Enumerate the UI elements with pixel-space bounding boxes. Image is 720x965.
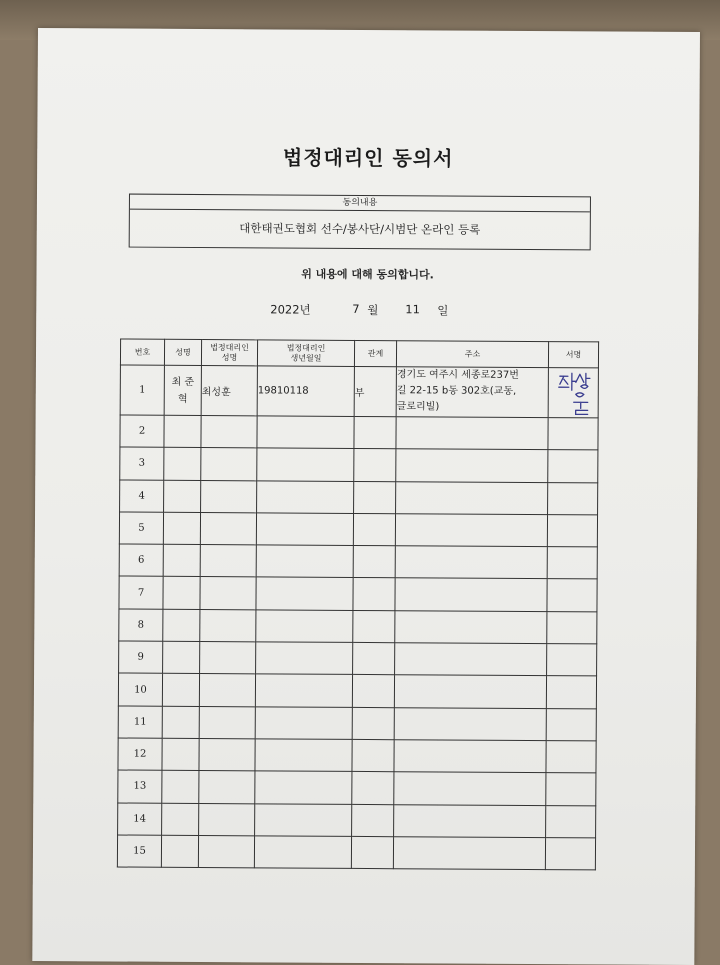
- empty-cell: [548, 450, 598, 483]
- agree-statement: 위 내용에 대해 동의합니다.: [301, 267, 434, 282]
- empty-cell: [254, 836, 351, 869]
- table-row: [118, 706, 596, 741]
- empty-cell: [395, 578, 547, 611]
- empty-cell: [547, 644, 597, 677]
- empty-cell: [354, 449, 396, 482]
- header-guardian-name: 법정대리인 성명: [201, 340, 257, 366]
- empty-cell: [163, 512, 200, 545]
- consent-body: 대한태권도협회 선수/봉사단/시범단 온라인 등록: [239, 221, 481, 237]
- empty-cell: [162, 803, 199, 836]
- empty-cell: [201, 448, 257, 481]
- empty-cell: [200, 545, 256, 578]
- empty-cell: [199, 674, 255, 707]
- empty-cell: [394, 707, 546, 740]
- empty-cell: [354, 416, 396, 449]
- empty-cell: [199, 738, 255, 771]
- row-number: 9: [119, 641, 163, 674]
- empty-cell: [352, 804, 394, 837]
- empty-cell: [396, 449, 548, 482]
- table-row: [120, 415, 598, 450]
- relation: 부: [354, 366, 396, 416]
- guardian-birth: 19810118: [257, 366, 354, 417]
- document-title: 법정대리인 동의서: [282, 145, 454, 171]
- row-number: 2: [120, 415, 164, 448]
- empty-cell: [353, 546, 395, 579]
- header-no: 번호: [120, 339, 164, 365]
- empty-rows: [117, 415, 598, 870]
- empty-cell: [163, 544, 200, 577]
- row-number: 6: [119, 544, 163, 577]
- empty-cell: [257, 480, 354, 513]
- empty-cell: [163, 609, 200, 642]
- empty-cell: [353, 513, 395, 546]
- handwritten-signature-icon: [553, 370, 593, 416]
- empty-cell: [394, 740, 546, 773]
- date-day-unit: 일: [437, 303, 449, 318]
- empty-cell: [200, 512, 256, 545]
- empty-cell: [161, 835, 198, 868]
- empty-cell: [353, 610, 395, 643]
- empty-cell: [351, 836, 393, 869]
- date-month: 7: [352, 301, 360, 316]
- empty-cell: [255, 803, 352, 836]
- empty-cell: [199, 803, 255, 836]
- empty-cell: [255, 674, 352, 707]
- empty-cell: [546, 773, 596, 806]
- table-row: [119, 576, 597, 611]
- empty-cell: [546, 708, 596, 741]
- empty-cell: [256, 642, 353, 675]
- empty-cell: [255, 707, 352, 740]
- row-number: 3: [120, 447, 164, 480]
- empty-cell: [353, 643, 395, 676]
- row-number: 1: [120, 365, 164, 415]
- empty-cell: [163, 641, 200, 674]
- table-header-row: [120, 339, 598, 368]
- empty-cell: [256, 577, 353, 610]
- empty-cell: [255, 771, 352, 804]
- empty-cell: [198, 835, 254, 868]
- date-year: 2022년: [270, 302, 311, 317]
- date-day: 11: [405, 302, 420, 317]
- table-row: [119, 544, 597, 579]
- empty-cell: [200, 609, 256, 642]
- empty-cell: [257, 448, 354, 481]
- guardian-name: 최성훈: [201, 366, 257, 416]
- empty-cell: [201, 480, 257, 513]
- child-name: 최 준 혁: [164, 365, 201, 415]
- empty-cell: [256, 513, 353, 546]
- row-number: 13: [118, 770, 162, 803]
- empty-cell: [394, 804, 546, 837]
- table-row: [118, 803, 596, 838]
- row-number: 10: [118, 673, 162, 706]
- table-row: [120, 480, 598, 515]
- table-row: [117, 835, 595, 870]
- empty-cell: [201, 416, 257, 449]
- empty-cell: [545, 837, 595, 870]
- empty-cell: [546, 676, 596, 709]
- header-name: 성명: [164, 339, 201, 365]
- address: 경기도 여주시 세종로237번 길 22-15 b동 302호(교동, 글로리빌): [396, 367, 548, 418]
- empty-cell: [257, 416, 354, 449]
- row-number: 11: [118, 706, 162, 739]
- empty-cell: [395, 643, 547, 676]
- table-row: [119, 512, 597, 547]
- empty-cell: [162, 674, 199, 707]
- empty-cell: [164, 480, 201, 513]
- empty-cell: [547, 515, 597, 548]
- empty-cell: [548, 482, 598, 515]
- signature-cell: [548, 368, 598, 418]
- empty-cell: [547, 579, 597, 612]
- row-number: 5: [119, 512, 163, 545]
- empty-cell: [255, 739, 352, 772]
- empty-cell: [395, 610, 547, 643]
- empty-cell: [199, 706, 255, 739]
- row-number: 15: [117, 835, 161, 868]
- table-row: [118, 738, 596, 773]
- empty-cell: [396, 481, 548, 514]
- empty-cell: [353, 578, 395, 611]
- table-row: [118, 673, 596, 708]
- empty-cell: [200, 577, 256, 610]
- table-row: [120, 447, 598, 482]
- empty-cell: [395, 546, 547, 579]
- row-number: 7: [119, 576, 163, 609]
- empty-cell: [352, 675, 394, 708]
- consent-header: 동의내용: [130, 195, 590, 213]
- empty-cell: [352, 772, 394, 805]
- empty-cell: [547, 547, 597, 580]
- empty-cell: [546, 741, 596, 774]
- empty-cell: [547, 611, 597, 644]
- empty-cell: [162, 706, 199, 739]
- table-row: [118, 770, 596, 805]
- empty-cell: [395, 514, 547, 547]
- empty-cell: [256, 610, 353, 643]
- row-number: 12: [118, 738, 162, 771]
- header-guardian-birth: 법정대리인 생년월일: [257, 340, 354, 367]
- empty-cell: [394, 675, 546, 708]
- table-row: [119, 641, 597, 676]
- empty-cell: [546, 805, 596, 838]
- empty-cell: [352, 707, 394, 740]
- empty-cell: [199, 771, 255, 804]
- empty-cell: [354, 481, 396, 514]
- empty-cell: [396, 417, 548, 450]
- document-page: [32, 28, 700, 965]
- header-signature: 서명: [548, 342, 598, 368]
- empty-cell: [164, 415, 201, 448]
- table-row: [120, 365, 598, 418]
- row-number: 4: [120, 480, 164, 513]
- empty-cell: [162, 738, 199, 771]
- empty-cell: [200, 642, 256, 675]
- date-month-unit: 월: [367, 303, 379, 318]
- empty-cell: [256, 545, 353, 578]
- guardian-table: [117, 339, 599, 871]
- row-number: 8: [119, 609, 163, 642]
- empty-cell: [164, 448, 201, 481]
- consent-content-box: [129, 194, 591, 251]
- empty-cell: [393, 837, 545, 870]
- empty-cell: [394, 772, 546, 805]
- header-relation: 관계: [354, 340, 396, 366]
- header-address: 주소: [396, 341, 548, 368]
- empty-cell: [548, 418, 598, 451]
- row-number: 14: [118, 803, 162, 836]
- empty-cell: [163, 577, 200, 610]
- table-row: [119, 609, 597, 644]
- empty-cell: [162, 771, 199, 804]
- empty-cell: [352, 739, 394, 772]
